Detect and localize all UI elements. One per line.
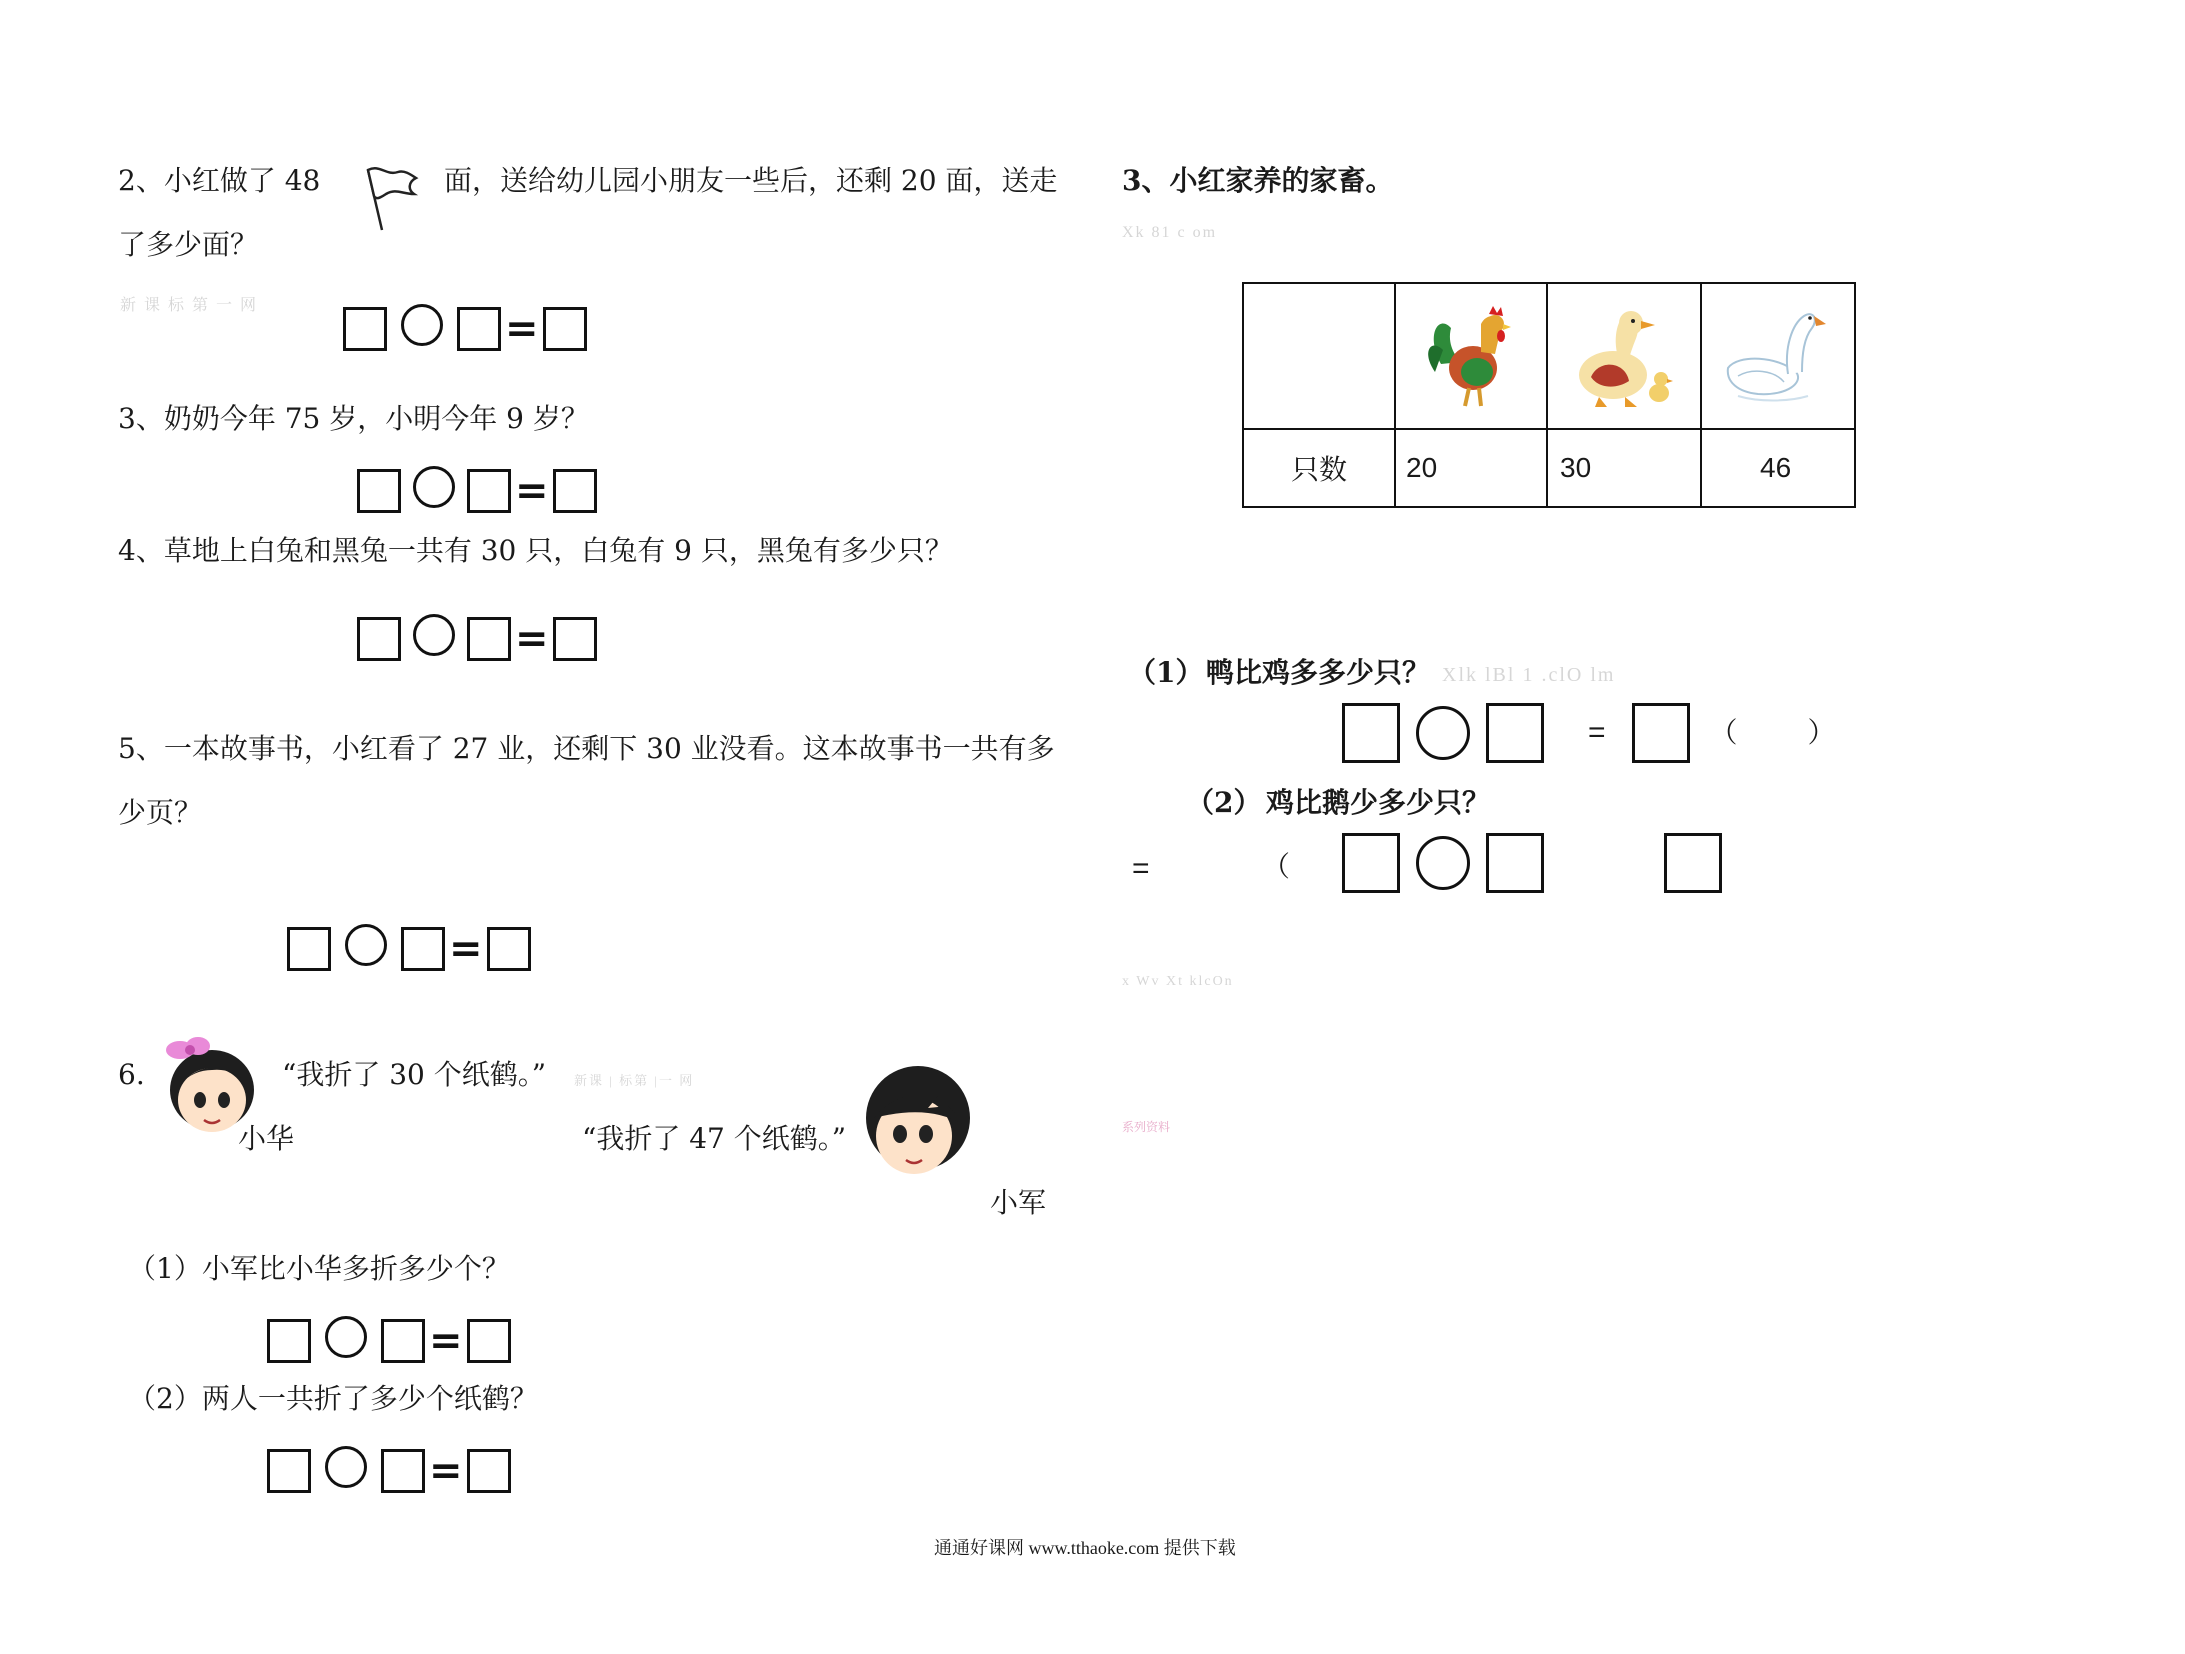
- duck-icon: [1569, 293, 1679, 413]
- watermark-text: Xk 81 c om: [1122, 224, 1218, 241]
- result-box[interactable]: [553, 617, 597, 661]
- q6-sub2-equation: [267, 1448, 511, 1494]
- answer-box[interactable]: [381, 1449, 425, 1493]
- watermark-text: 系列资料: [1122, 1120, 1171, 1134]
- swan-cell: [1701, 283, 1855, 429]
- equals-sign: =: [515, 468, 549, 514]
- operator-circle[interactable]: [401, 304, 443, 346]
- operator-circle[interactable]: [345, 924, 387, 966]
- result-box[interactable]: [1664, 833, 1722, 893]
- answer-box[interactable]: [401, 927, 445, 971]
- answer-box[interactable]: [381, 1319, 425, 1363]
- equals-sign: =: [429, 1318, 463, 1364]
- result-box[interactable]: [543, 307, 587, 351]
- page-footer: 通通好课网 www.tthaoke.com 提供下载: [934, 1538, 1236, 1558]
- q6-sub1-equation: [267, 1318, 511, 1364]
- rooster-icon: [1421, 294, 1521, 412]
- q2-line1-end: 面，送给幼儿园小朋友一些后，还剩 20 面，送走: [444, 164, 1058, 197]
- answer-box[interactable]: [1342, 833, 1400, 893]
- swan-icon: [1718, 298, 1838, 408]
- watermark-text: x Wv Xt klcOn: [1122, 974, 1234, 989]
- sub2-question: 鸡比鹅少多少只？: [1266, 786, 1491, 819]
- unit-paren-open: （: [1709, 716, 1738, 749]
- boy-quote: “我折了 47 个纸鹤。”: [582, 1122, 847, 1155]
- equals-sign: =: [1132, 852, 1150, 885]
- count-cell-swan: 46: [1701, 429, 1855, 507]
- unit-paren-open: （: [1262, 850, 1291, 883]
- q3-text: 3、奶奶今年 75 岁，小明今年 9 岁？: [118, 402, 589, 435]
- operator-circle[interactable]: [413, 466, 455, 508]
- sub1-equation: [1342, 702, 1836, 764]
- q5-line1: 5、一本故事书，小红看了 27 业，还剩下 30 业没看。这本故事书一共有多: [118, 732, 1055, 765]
- operator-circle[interactable]: [1416, 706, 1470, 760]
- sub2-label: （2）: [1186, 786, 1262, 819]
- operator-circle[interactable]: [413, 614, 455, 656]
- girl-quote: “我折了 30 个纸鹤。”: [282, 1058, 547, 1091]
- table-corner-cell: [1243, 283, 1395, 429]
- unit-paren-close: ）: [1807, 716, 1836, 749]
- answer-box[interactable]: [1342, 703, 1400, 763]
- watermark-text: 新 课 标 第 一 网: [120, 297, 259, 314]
- livestock-table: [1242, 282, 1856, 508]
- count-cell-duck: 30: [1547, 429, 1701, 507]
- q2-equation: [343, 306, 587, 352]
- sub1-question: 鸭比鸡多多少只？: [1206, 656, 1431, 689]
- operator-circle[interactable]: [325, 1316, 367, 1358]
- answer-box[interactable]: [467, 469, 511, 513]
- answer-box[interactable]: [357, 617, 401, 661]
- result-box[interactable]: [553, 469, 597, 513]
- q2-line2: 了多少面？: [118, 228, 259, 261]
- section-title: 3、小红家养的家畜。: [1122, 164, 1394, 197]
- answer-box[interactable]: [267, 1319, 311, 1363]
- q2-line1-start: 2、小红做了 48: [118, 164, 321, 197]
- equals-sign: =: [449, 926, 483, 972]
- row-label: 只数: [1243, 429, 1395, 507]
- q4-equation: [357, 616, 597, 662]
- answer-box[interactable]: [1486, 833, 1544, 893]
- boy-icon: [858, 1060, 976, 1188]
- result-box[interactable]: [467, 1319, 511, 1363]
- q4-text: 4、草地上白兔和黑兔一共有 30 只，白兔有 9 只，黑兔有多少只？: [118, 534, 953, 567]
- equals-sign: =: [429, 1448, 463, 1494]
- q6-sub2: （2）两人一共折了多少个纸鹤？: [128, 1382, 538, 1415]
- operator-circle[interactable]: [325, 1446, 367, 1488]
- q6-sub1: （1）小军比小华多折多少个？: [128, 1252, 510, 1285]
- watermark-text: Xlk lBl 1 .clO lm: [1442, 664, 1616, 686]
- q3-equation: [357, 468, 597, 514]
- sub2-equation: [1342, 832, 1722, 894]
- girl-name: 小华: [238, 1122, 295, 1155]
- answer-box[interactable]: [467, 617, 511, 661]
- q5-line2: 少页？: [118, 796, 203, 829]
- equals-sign: =: [505, 306, 539, 352]
- answer-box[interactable]: [287, 927, 331, 971]
- equals-sign: =: [515, 616, 549, 662]
- operator-circle[interactable]: [1416, 836, 1470, 890]
- q6-number: 6.: [118, 1058, 145, 1091]
- result-box[interactable]: [1632, 703, 1690, 763]
- q5-equation: [287, 926, 531, 972]
- duck-cell: [1547, 283, 1701, 429]
- result-box[interactable]: [467, 1449, 511, 1493]
- equals-sign: =: [1588, 716, 1606, 749]
- boy-name: 小军: [990, 1186, 1047, 1219]
- answer-box[interactable]: [1486, 703, 1544, 763]
- sub1-label: （1）: [1128, 656, 1204, 689]
- result-box[interactable]: [487, 927, 531, 971]
- watermark-text: 新课 | 标第 |一 网: [574, 1073, 695, 1088]
- flag-icon: [358, 160, 422, 236]
- answer-box[interactable]: [343, 307, 387, 351]
- answer-box[interactable]: [357, 469, 401, 513]
- rooster-cell: [1395, 283, 1547, 429]
- count-cell-rooster: 20: [1395, 429, 1547, 507]
- answer-box[interactable]: [457, 307, 501, 351]
- answer-box[interactable]: [267, 1449, 311, 1493]
